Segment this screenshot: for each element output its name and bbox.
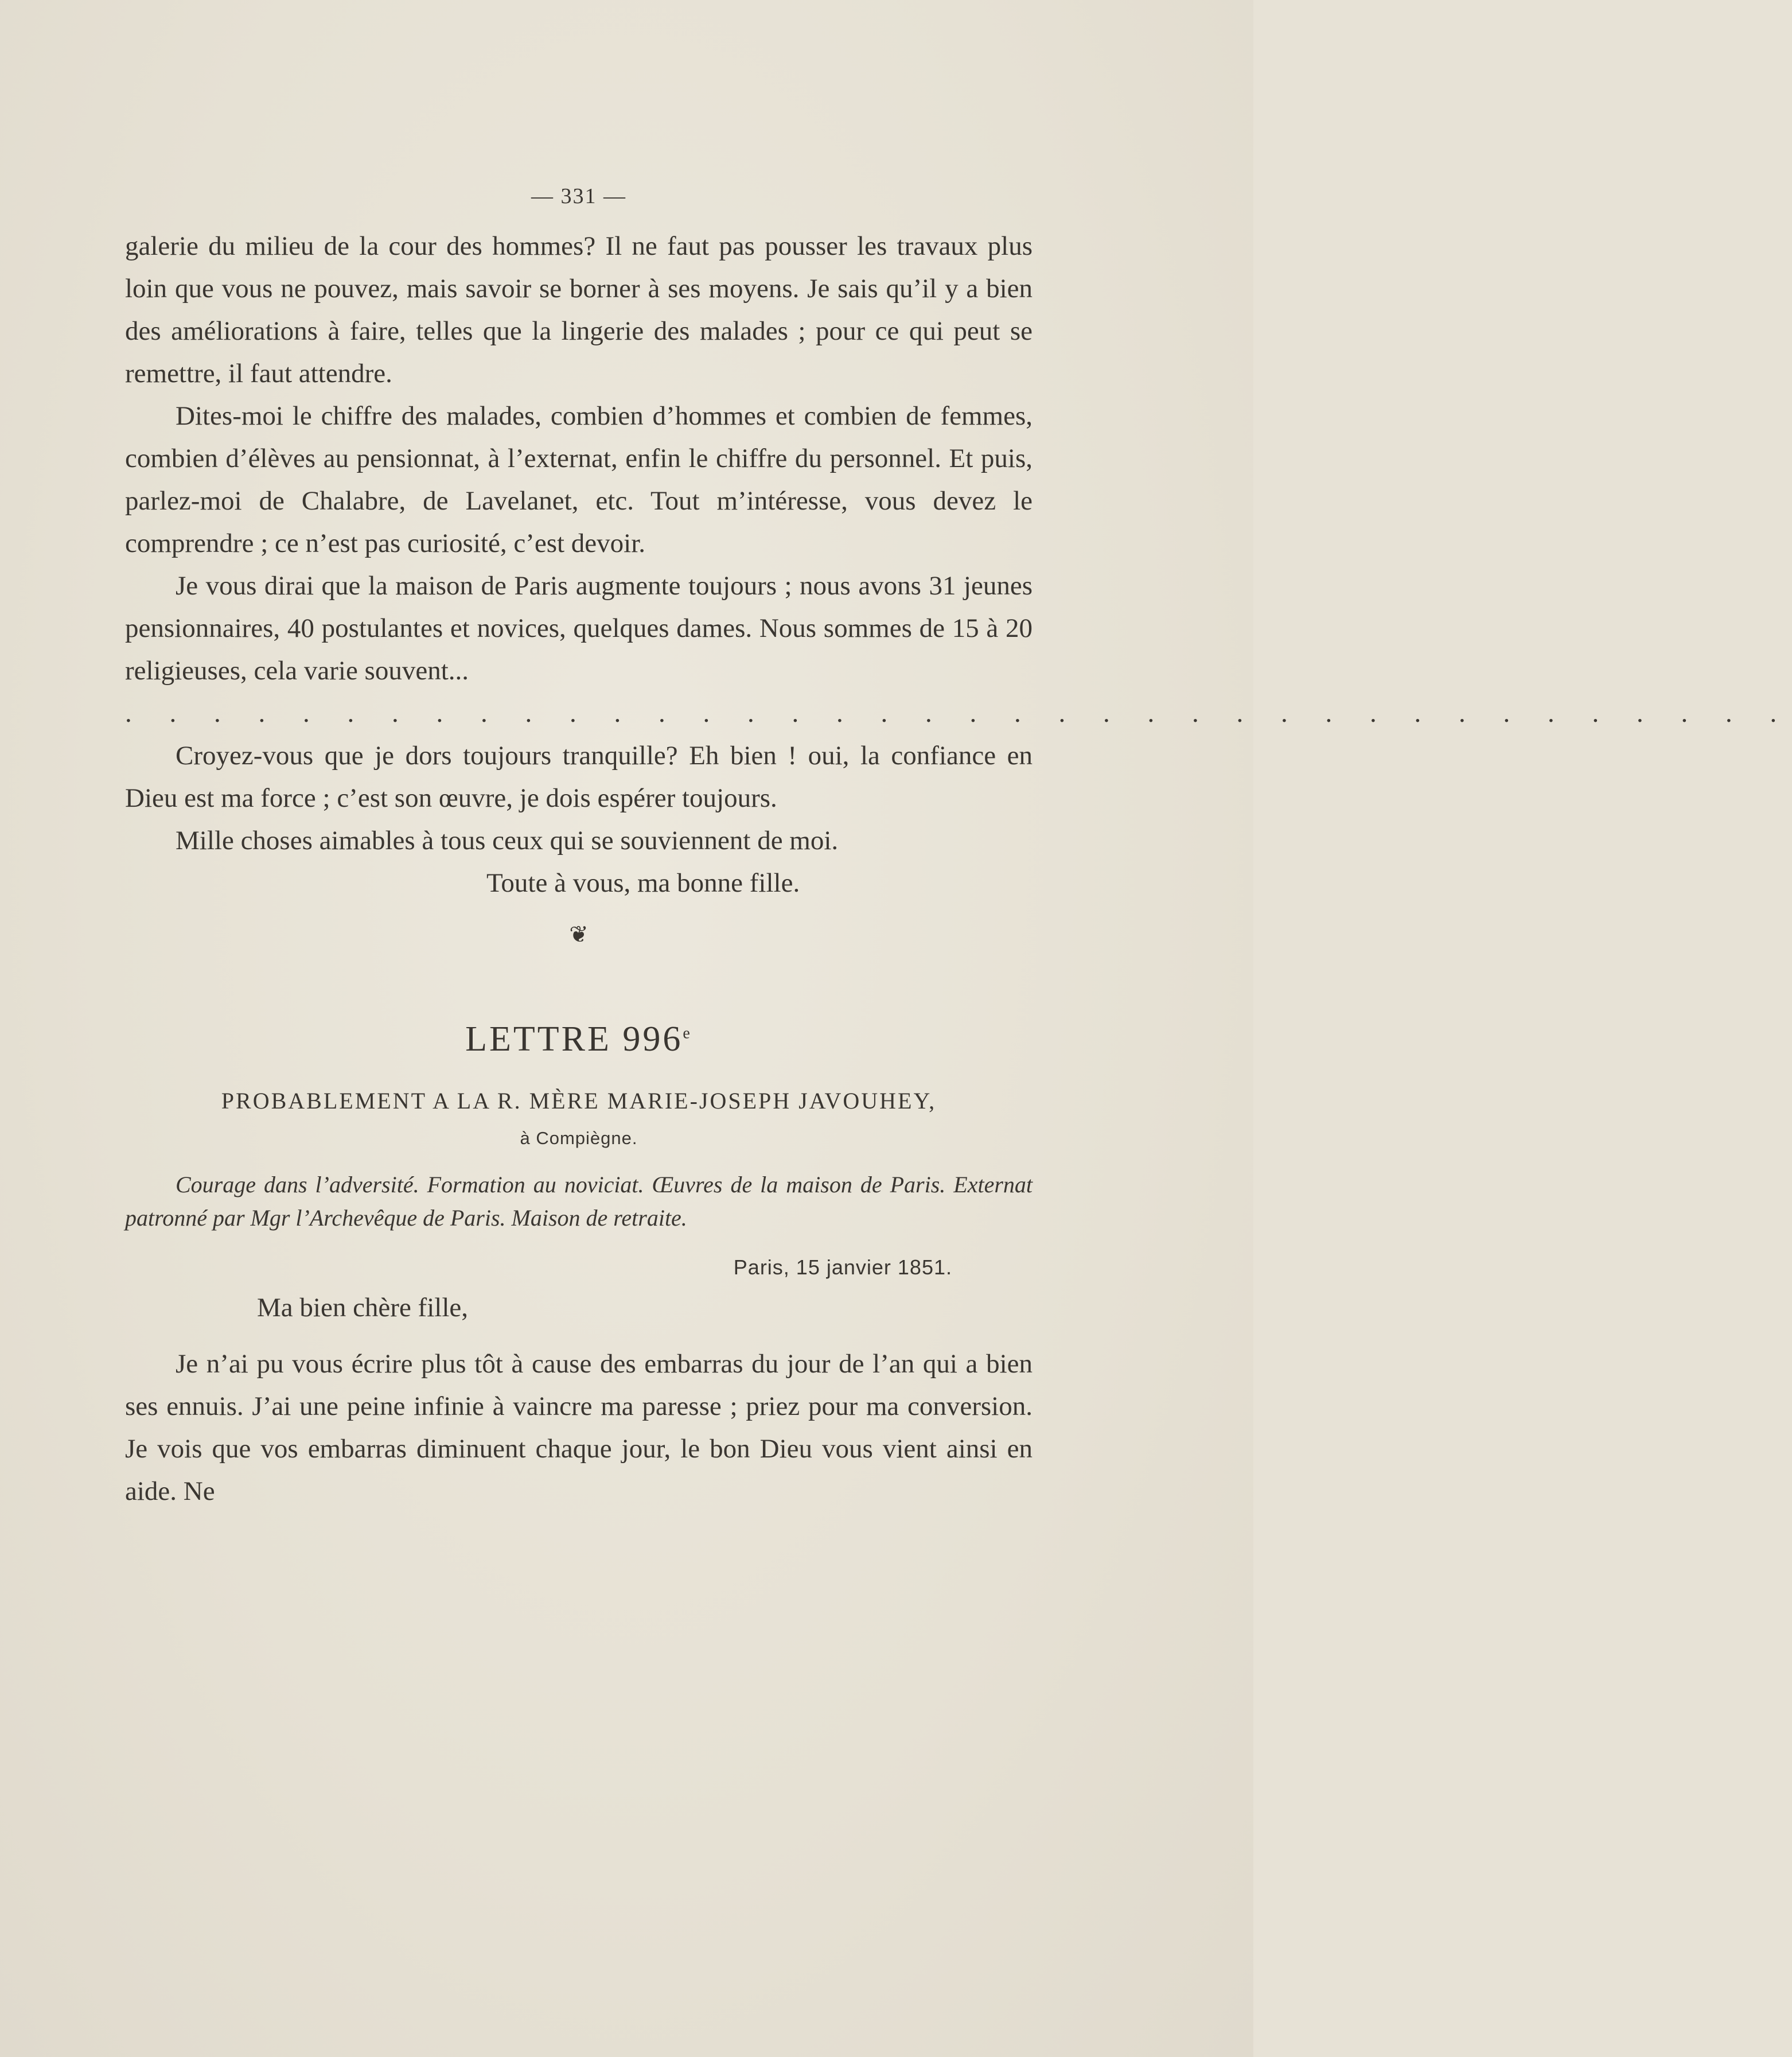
letter-summary: Courage dans l’adversité. Formation au noviciat. Œuvres de la maison de Paris. Externat patronné par Mgr l’Archevêque de Paris. Maison de retraite.: [125, 1172, 1033, 1231]
letter-title-suffix: e: [683, 1024, 692, 1043]
paragraph: Je vous dirai que la maison de Paris augmente toujours ; nous avons 31 jeunes pensionnaires, 40 postulantes et novices, quelques dames. Nous sommes de 15 à 20 religieuses, cela varie souvent...: [125, 571, 1033, 686]
letter-title: [125, 1019, 1033, 1060]
letter-recipient: PROBABLEMENT A LA R. MÈRE MARIE-JOSEPH JAVOUHEY,: [221, 1088, 937, 1114]
paragraph: Croyez-vous que je dors toujours tranquille? Eh bien ! oui, la confiance en Dieu est ma force ; c’est son œuvre, je dois espérer toujours.: [125, 741, 1033, 813]
letter-body: Je n’ai pu vous écrire plus tôt à cause des embarras du jour de l’an qui a bien ses ennuis. J’ai une peine infinie à vaincre ma paresse ; priez pour ma conversion. Je vois que vos embarras diminuent chaque jour, le bon Dieu vous vient ainsi en aide. Ne: [125, 1349, 1033, 1506]
paragraph: galerie du milieu de la cour des hommes? Il ne faut pas pousser les travaux plus loin que vous ne pouvez, mais savoir se borner à ses moyens. Je sais qu’il y a bien des améliorations à faire, telles que la lingerie des malades ; pour ce qui peut se remettre, il faut attendre.: [125, 231, 1033, 388]
letter-title-text: LETTRE 996: [465, 1020, 683, 1059]
closing-line: Toute à vous, ma bonne fille.: [486, 868, 800, 898]
letter-location: à Compiègne.: [520, 1128, 638, 1148]
text-block: [125, 184, 1792, 1512]
ellipsis-line: . . . . . . . . . . . . . . . . . . . . . . . . . . . . . . . . . . . . . .: [125, 698, 1792, 728]
page-number: — 331 —: [531, 184, 626, 208]
paragraph: Dites-moi le chiffre des malades, combien d’hommes et combien de femmes, combien d’élèves au pensionnat, à l’externat, enfin le chiffre du personnel. Et puis, parlez-moi de Chalabre, de Lavelanet, etc. Tout m’intéresse, vous devez le comprendre ; ce n’est pas curiosité, c’est devoir.: [125, 401, 1033, 558]
letter-date: Paris, 15 janvier 1851.: [733, 1255, 952, 1279]
letter-salutation: Ma bien chère fille,: [257, 1293, 468, 1323]
paragraph: Mille choses aimables à tous ceux qui se souviennent de moi.: [176, 826, 839, 856]
ornament-icon: ❦: [569, 921, 589, 948]
